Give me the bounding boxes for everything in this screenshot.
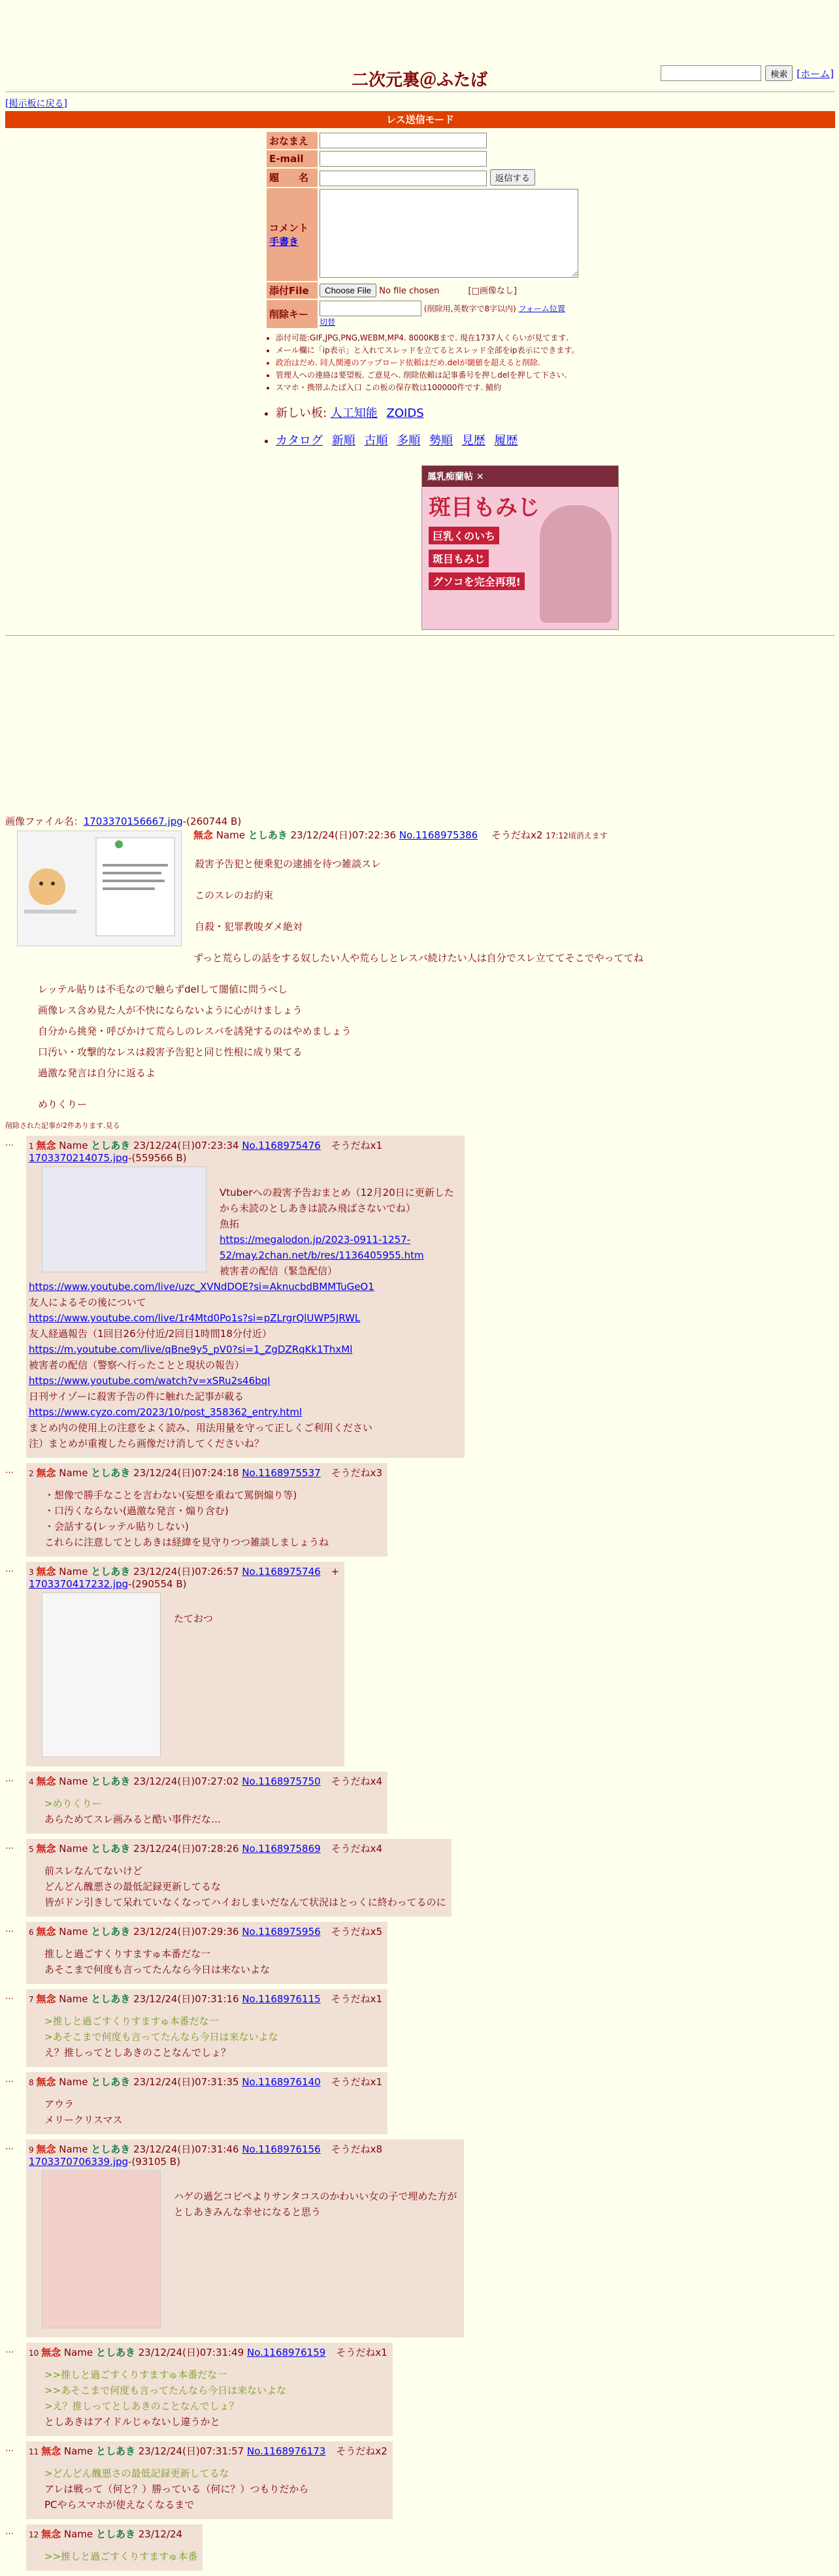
reply-line: >え？推しってとしあきのことなんでしょ？ xyxy=(44,2400,239,2412)
reply-line: 被害者の配信（警察へ行ったことと現状の報告） xyxy=(29,1359,245,1371)
reply-index: 10 xyxy=(29,2349,42,2358)
reply-line: としあきはアイドルじゃないし違うかと xyxy=(44,2416,220,2428)
reply-datetime: 23/12/24(日)07:29:36 xyxy=(133,1926,239,1938)
name-label: Name xyxy=(59,2143,88,2155)
op-body-line xyxy=(195,937,835,948)
reply-subject: 無念 xyxy=(36,1467,56,1479)
name-label: Name xyxy=(59,1467,88,1479)
reply-post-number[interactable]: No.1168975956 xyxy=(242,1926,321,1938)
reply-body xyxy=(44,1863,446,1910)
reply-indent: … xyxy=(5,1841,14,1851)
rule-item: • スマホ・携帯ふたば入口 この板の保存数は100000件です. 鯖約 xyxy=(276,382,602,393)
reply-indent: … xyxy=(5,1564,14,1574)
reply-post-number[interactable]: No.1168975537 xyxy=(242,1467,321,1479)
divider xyxy=(5,635,835,636)
op-soudane[interactable]: そうだねx2 xyxy=(491,829,543,841)
op-expire: 17:12頃消えます xyxy=(546,831,608,840)
reply-subject: 無念 xyxy=(41,2445,61,2457)
reply-line: あそこまで何度も言ってたんなら今日は来ないよな xyxy=(44,1964,271,1975)
reply-subject: 無念 xyxy=(41,2347,61,2358)
reply-datetime: 23/12/24(日)07:24:18 xyxy=(133,1467,239,1479)
op-body-line: 自分から挑発・呼びかけて荒らしのレスバを誘発するのはやめましょう xyxy=(38,1025,352,1037)
ad-line: グソコを完全再現! xyxy=(429,572,525,590)
reply-datetime: 23/12/24(日)07:26:57 xyxy=(133,1566,239,1577)
advertisement-banner[interactable] xyxy=(421,465,619,630)
reply-poster-name: としあき xyxy=(95,2528,135,2540)
reply-poster-name: としあき xyxy=(91,1843,131,1855)
reply-index: 12 xyxy=(29,2530,42,2539)
comment-label-cell xyxy=(267,188,318,281)
reply-line: メリークリスマス xyxy=(44,2114,123,2126)
reply-soudane[interactable]: そうだねx5 xyxy=(331,1926,383,1938)
reply-body xyxy=(44,2466,387,2513)
search-button[interactable]: 検索 xyxy=(765,65,793,81)
reply-soudane[interactable]: そうだねx4 xyxy=(331,1843,383,1855)
sort-new-link[interactable]: 新順 xyxy=(331,434,355,448)
reply-line: 推しと過ごすくりすますゅ本番だな一 xyxy=(44,1948,211,1960)
reply-line: >>推しと過ごすくりすますゅ本番 xyxy=(44,2551,198,2562)
home-link[interactable]: [ホーム] xyxy=(797,67,834,80)
op-file-link[interactable]: 1703370156667.jpg xyxy=(83,816,183,827)
reply-index: 2 xyxy=(29,1469,37,1478)
rule-item: • メール欄に「ip表示」と入れてスレッドを立てるとスレッド全部をip表示にできます。 xyxy=(276,344,602,355)
reply-indent: … xyxy=(5,2345,14,2355)
name-label: Name xyxy=(59,1926,88,1938)
back-to-board-link[interactable]: [掲示板に戻る] xyxy=(5,99,67,109)
reply-soudane[interactable]: そうだねx8 xyxy=(331,2143,383,2155)
reply-line: アウラ xyxy=(44,2098,74,2110)
reply-link[interactable]: https://www.cyzo.com/2023/10/post_358362_entry.html xyxy=(29,1406,303,1418)
reply-datetime: 23/12/24(日)07:28:26 xyxy=(133,1843,239,1855)
reply xyxy=(5,2139,835,2337)
reply-header xyxy=(29,1138,459,1152)
reply-thumbnail[interactable] xyxy=(42,2170,161,2328)
delkey-field[interactable] xyxy=(320,301,421,316)
reply-poster-name: としあき xyxy=(91,2143,131,2155)
sort-old-link[interactable]: 古順 xyxy=(364,434,388,448)
reply-indent: … xyxy=(5,1924,14,1934)
reply-line: ハゲの過乞コピペよりサンタコスのかわいい女の子で埋めた方がとしあきみんな幸せになると思う xyxy=(174,2190,457,2218)
reply-post-number[interactable]: No.1168976140 xyxy=(242,2076,321,2088)
reply-indent: … xyxy=(5,1138,14,1148)
board-links xyxy=(263,404,523,459)
reply-file-size: -(290554 B) xyxy=(128,1578,187,1590)
op-datetime: 23/12/24(日)07:22:36 xyxy=(290,829,397,841)
reply-line: ・想像で勝手なことを言わない(妄想を重ねて罵倒煽り等) xyxy=(44,1489,297,1501)
reply-file-link[interactable]: 1703370417232.jpg xyxy=(29,1578,129,1590)
reply-soudane[interactable]: + xyxy=(331,1566,340,1577)
reply-box xyxy=(26,1989,387,2067)
reply-line: 被害者の配信（緊急配信） xyxy=(220,1265,338,1277)
op-body-line xyxy=(195,874,835,885)
new-board-label: 新しい板: xyxy=(276,406,327,420)
reply-poster-name: としあき xyxy=(91,1926,131,1938)
reply-index: 9 xyxy=(29,2145,37,2155)
op-body-line: このスレのお約束 xyxy=(195,889,274,901)
board-link-ai[interactable]: 人工知能 xyxy=(330,406,378,420)
reply-line: ・会話する(レッテル貼りしない) xyxy=(44,1521,189,1532)
name-label: おなまえ xyxy=(267,132,318,149)
subject-field[interactable] xyxy=(320,171,487,186)
catalog-link[interactable]: カタログ xyxy=(276,434,323,448)
board-link-zoids[interactable]: ZOIDS xyxy=(386,406,424,420)
replies-list xyxy=(5,1136,835,2571)
sort-momentum-link[interactable]: 勢順 xyxy=(429,434,453,448)
reply-line: >あそこまで何度も言ってたんなら今日は来ないよな xyxy=(44,2031,278,2043)
reply-subject: 無念 xyxy=(36,2143,56,2155)
choose-file-button[interactable]: Choose File xyxy=(320,284,376,297)
op-body-line xyxy=(38,1083,835,1094)
thread xyxy=(5,814,835,2576)
reply-datetime: 23/12/24 xyxy=(138,2528,183,2540)
reply-link[interactable]: https://m.youtube.com/live/qBne9y5_pV0?si=1_ZgDZRqKk1ThxMl xyxy=(29,1344,353,1355)
reply-line: 前スレなんてないけど xyxy=(44,1865,143,1877)
reply-file-link[interactable]: 1703370706339.jpg xyxy=(29,2156,129,2168)
reply-indent: … xyxy=(5,1466,14,1476)
reply-header xyxy=(29,2075,382,2089)
reply-header xyxy=(29,1924,382,1938)
reply-post-number[interactable]: No.1168975476 xyxy=(242,1140,321,1151)
reply-body xyxy=(44,2549,197,2564)
reply-index: 4 xyxy=(29,1777,37,1787)
reply-poster-name: としあき xyxy=(91,1993,131,2005)
op-poster-name: としあき xyxy=(248,829,288,841)
reply xyxy=(5,1922,835,1984)
reply-line: PCやらスマホが使えなくなるまで xyxy=(44,2499,195,2511)
history-link[interactable]: 履歴 xyxy=(494,434,518,448)
reply-post-number[interactable]: No.1168976115 xyxy=(242,1993,321,2005)
reply-indent: … xyxy=(5,1992,14,2002)
reply-subject: 無念 xyxy=(36,1775,56,1787)
reply-box xyxy=(26,1922,387,1984)
reply-line: え？推しってとしあきのことなんでしょ？ xyxy=(44,2047,231,2058)
email-label: E-mail xyxy=(267,150,318,167)
reply-line: >>あそこまで何度も言ってたんなら今日は来ないよな xyxy=(44,2385,287,2396)
reply-line: まとめ内の使用上の注意をよく読み、用法用量を守って正しくご利用ください xyxy=(29,1422,372,1434)
reply-link[interactable]: https://megalodon.jp/2023-0911-1257-52/may.2chan.net/b/res/1136405955.htm xyxy=(220,1234,424,1261)
reply xyxy=(5,2343,835,2436)
reply-link[interactable]: https://www.youtube.com/live/1r4Mtd0Po1s?si=pZLrgrQlUWP5JRWL xyxy=(29,1312,361,1324)
comment-label: コメント xyxy=(269,222,309,234)
ad-line: 巨乳くのいち xyxy=(429,527,499,544)
viewed-history-link[interactable]: 見歴 xyxy=(461,434,485,448)
reply-post-number[interactable]: No.1168976156 xyxy=(242,2143,321,2155)
reply-subject: 無念 xyxy=(41,2528,61,2540)
reply-line: >推しと過ごすくりすますゅ本番だな一 xyxy=(44,2015,219,2027)
reply-link[interactable]: https://www.youtube.com/live/uzc_XVNdDOE?si=AknucbdBMMTuGeO1 xyxy=(29,1281,374,1293)
reply-soudane[interactable]: そうだねx1 xyxy=(331,1993,383,2005)
reply-datetime: 23/12/24(日)07:31:49 xyxy=(138,2347,244,2358)
delkey-label: 削除キー xyxy=(267,300,318,328)
reply-soudane[interactable]: そうだねx3 xyxy=(331,1467,383,1479)
reply-line: 日刊サイゾーに殺害予告の件に触れた記事が載る xyxy=(29,1391,244,1402)
reply-subject: 無念 xyxy=(36,2076,56,2088)
reply-indent: … xyxy=(5,2142,14,2152)
reply-line: ・口汚くならない(過激な発言・煽り含む) xyxy=(44,1505,229,1517)
reply-body xyxy=(44,2096,382,2128)
op-body-line: レッテル貼りは不毛なので触らずdelして闇値に問うべし xyxy=(38,983,288,995)
reply-post-number[interactable]: No.1168975750 xyxy=(242,1775,321,1787)
op-body-line: 画像レス含め見た人が不快にならないように心がけましょう xyxy=(38,1004,303,1016)
divider xyxy=(5,91,835,92)
reply-header xyxy=(29,1466,382,1479)
reply-soudane[interactable]: そうだねx4 xyxy=(331,1775,383,1787)
op-thumbnail-image xyxy=(18,831,181,946)
reply-indent: … xyxy=(5,1774,14,1784)
reply xyxy=(5,1839,835,1917)
reply-box xyxy=(26,1463,387,1557)
reply-post-number[interactable]: No.1168975869 xyxy=(242,1843,321,1855)
reply-body xyxy=(44,2013,382,2060)
reply-header xyxy=(29,2142,459,2156)
reply-thumbnail[interactable] xyxy=(42,1593,161,1757)
reply-post-number[interactable]: No.1168976159 xyxy=(246,2347,326,2358)
reply-line: Vtuberへの殺害予告おまとめ（12月20日に更新したから未読のとしあきは読み飛ばさないでね） xyxy=(220,1187,454,1214)
op-subject: 無念 xyxy=(193,829,214,841)
reply xyxy=(5,2524,835,2571)
file-status: No file chosen xyxy=(379,286,440,296)
reply-index: 5 xyxy=(29,1845,37,1854)
name-label: Name xyxy=(63,2347,93,2358)
reply-index: 3 xyxy=(29,1568,37,1577)
reply-indent: … xyxy=(5,2075,14,2085)
rule-item: • 政治はだめ. 同人関連のアップロード依頼はだめ.delが閾値を超えると削除. xyxy=(276,357,602,368)
reply-poster-name: としあき xyxy=(95,2347,135,2358)
reply-box xyxy=(26,2524,203,2571)
reply-file-info xyxy=(29,1578,339,1590)
name-label: Name xyxy=(216,829,246,841)
reply-line: 友人経過報告（1回目26分付近/2回目1時間18分付近） xyxy=(29,1328,272,1340)
reply-index: 6 xyxy=(29,1928,37,1937)
reply-soudane[interactable]: そうだねx1 xyxy=(331,2076,383,2088)
reply xyxy=(5,1562,835,1766)
email-field[interactable] xyxy=(320,151,487,167)
op-body-line: 口汚い・攻撃的なレスは殺害予告犯と同じ性根に成り果てる xyxy=(38,1046,303,1058)
reply-subject: 無念 xyxy=(36,1926,56,1938)
rule-item: • 添付可能:GIF,JPG,PNG,WEBM,MP4. 8000KBまで. 現在1737人くらいが見てます. xyxy=(276,332,602,343)
reply-datetime: 23/12/24(日)07:31:35 xyxy=(133,2076,239,2088)
reply-box xyxy=(26,1136,465,1458)
name-label: Name xyxy=(59,1566,88,1577)
op-thumbnail[interactable] xyxy=(17,831,182,946)
reply-line: 友人によるその後について xyxy=(29,1296,146,1308)
reply-subject: 無念 xyxy=(36,1140,56,1151)
reply-poster-name: としあき xyxy=(91,1775,131,1787)
name-label: Name xyxy=(59,2076,88,2088)
reply-index: 7 xyxy=(29,1995,37,2004)
reply-subject: 無念 xyxy=(36,1993,56,2005)
ad-top-text: 鳳乳痴蘭帖 ✕ xyxy=(422,466,618,487)
comment-textarea[interactable] xyxy=(320,189,578,278)
name-label: Name xyxy=(63,2528,93,2540)
op-body-line: ずっと荒らしの話をする奴したい人や荒らしとレスバ続けたい人は自分でスレ立ててそこでやっててね xyxy=(193,952,644,964)
op-body xyxy=(38,853,835,1115)
reply-subject: 無念 xyxy=(36,1843,56,1855)
delkey-note: (削除用,英数字で8字以内) xyxy=(423,304,516,313)
reply-link[interactable]: https://www.youtube.com/watch?v=xSRu2s46bqI xyxy=(29,1375,271,1387)
reply-line: たておつ xyxy=(174,1613,213,1625)
name-label: Name xyxy=(59,1843,88,1855)
reply-datetime: 23/12/24(日)07:31:16 xyxy=(133,1993,239,2005)
reply-body xyxy=(44,2367,387,2430)
op-body-line: めりくりー xyxy=(38,1098,88,1110)
subject-label: 題 名 xyxy=(267,169,318,187)
reply-datetime: 23/12/24(日)07:31:46 xyxy=(133,2143,239,2155)
reply-datetime: 23/12/24(日)07:31:57 xyxy=(138,2445,244,2457)
reply-file-info xyxy=(29,1152,459,1164)
rules-list xyxy=(263,332,602,394)
reply-file-size: -(93105 B) xyxy=(128,2156,180,2168)
reply-line: 皆がドン引きして呆れていなくなってハイおしまいだなんて状況はとっくに終わってるのに xyxy=(44,1896,446,1908)
reply-header xyxy=(29,1992,382,2006)
reply-post-number[interactable]: No.1168976173 xyxy=(246,2445,326,2457)
reply-index: 1 xyxy=(29,1142,37,1151)
handwrite-link[interactable]: 手書き xyxy=(269,235,299,248)
op-file-size: (260744 B) xyxy=(186,816,242,827)
reply-box xyxy=(26,2441,393,2519)
ad-line: 斑目もみじ xyxy=(429,550,489,567)
file-label: 画像ファイル名： xyxy=(5,816,84,827)
file-label: 添付File xyxy=(267,282,318,299)
reply-header xyxy=(29,2345,387,2359)
form-position-link[interactable]: フォーム位置 xyxy=(518,304,565,313)
reply-body xyxy=(44,1946,382,1977)
reply-soudane[interactable]: そうだねx1 xyxy=(336,2347,387,2358)
reply-poster-name: としあき xyxy=(91,2076,131,2088)
reply xyxy=(5,2441,835,2519)
reply-indent: … xyxy=(5,2444,14,2454)
reply-line: アレは戦って（何と？）勝っている（何に？）つもりだから xyxy=(44,2483,309,2495)
switch-link[interactable]: 切替 xyxy=(320,317,336,327)
reply-box xyxy=(26,2072,387,2134)
sort-many-link[interactable]: 多順 xyxy=(397,434,421,448)
reply-body xyxy=(44,1796,382,1827)
post-form xyxy=(265,131,580,329)
op-body-line: 過激な発言は自分に返るよ xyxy=(38,1067,156,1079)
reply-post-number[interactable]: No.1168975746 xyxy=(242,1566,321,1577)
reply-index: 11 xyxy=(29,2447,42,2456)
reply xyxy=(5,1989,835,2067)
catalog-links xyxy=(276,431,523,448)
reply-indent: … xyxy=(5,2527,14,2537)
reply-box xyxy=(26,1839,452,1917)
reply-file-link[interactable]: 1703370214075.jpg xyxy=(29,1152,129,1164)
reply-header xyxy=(29,2527,197,2541)
reply-line: >どんどん醜悪さの最低記録更新してるな xyxy=(44,2468,229,2479)
hidden-posts-note[interactable]: 削除された記事が2件あります.見る xyxy=(5,1121,120,1130)
op-file-info: 画像ファイル名：1703370156667.jpg-(260744 B) xyxy=(5,816,242,827)
submit-button[interactable]: 返信する xyxy=(490,169,535,186)
reply-mode-bar: レス送信モード xyxy=(5,111,835,128)
reply-header xyxy=(29,1774,382,1788)
name-label: Name xyxy=(59,1775,88,1787)
reply-poster-name: としあき xyxy=(91,1566,131,1577)
op-body-line xyxy=(38,968,835,979)
reply xyxy=(5,1463,835,1557)
reply-soudane[interactable]: そうだねx2 xyxy=(336,2445,387,2457)
reply-index: 8 xyxy=(29,2078,37,2087)
reply-subject: 無念 xyxy=(36,1566,56,1577)
reply-line: どんどん醜悪さの最低記録更新してるな xyxy=(44,1881,222,1892)
reply-header xyxy=(29,1564,339,1578)
reply-line: >めりくりー xyxy=(44,1798,102,1809)
no-image-checkbox[interactable]: [□画像なし] xyxy=(468,286,517,296)
name-label: Name xyxy=(59,1993,88,2005)
op-body-line: 自殺・犯罪教唆ダメ絶対 xyxy=(195,921,303,933)
reply-box xyxy=(26,1562,344,1766)
ad-character-image xyxy=(540,505,612,623)
new-boards xyxy=(276,404,523,421)
rule-item: • 管理人への連絡は要望板. ご意見へ. 削除依頼は記事番号を押しdelを押して下さい. xyxy=(276,369,602,380)
reply-line: あらためてスレ画みると酷い事件だな… xyxy=(44,1813,222,1825)
page-title: 二次元裏＠ふたば xyxy=(351,71,487,90)
reply xyxy=(5,1136,835,1458)
reply-body xyxy=(44,1487,382,1550)
op-post-number[interactable]: No.1168975386 xyxy=(399,829,478,841)
reply-datetime: 23/12/24(日)07:23:34 xyxy=(133,1140,239,1151)
reply-line: これらに注意してとしあきは経緯を見守りつつ雑談しましょうね xyxy=(44,1536,329,1548)
reply-datetime: 23/12/24(日)07:27:02 xyxy=(133,1775,239,1787)
reply-poster-name: としあき xyxy=(95,2445,135,2457)
name-field[interactable] xyxy=(320,133,487,148)
reply-box xyxy=(26,2343,393,2436)
reply-file-info xyxy=(29,2156,459,2168)
reply-line: >>推しと過ごすくりすますゅ本番だな一 xyxy=(44,2369,227,2381)
op-body-line: 殺害予告犯と便乗犯の逮捕を待つ雑談スレ xyxy=(195,858,382,870)
reply-poster-name: としあき xyxy=(91,1467,131,1479)
reply-line: 注）まとめが重複したら画像だけ消してくださいね？ xyxy=(29,1438,265,1449)
name-label: Name xyxy=(59,1140,88,1151)
reply xyxy=(5,1772,835,1834)
reply xyxy=(5,2072,835,2134)
reply-box xyxy=(26,2139,464,2337)
reply-soudane[interactable]: そうだねx1 xyxy=(331,1140,383,1151)
reply-box xyxy=(26,1772,387,1834)
reply-thumbnail[interactable] xyxy=(42,1166,206,1272)
reply-file-size: -(559566 B) xyxy=(128,1152,187,1164)
ad-logo: 斑目もみじ xyxy=(429,495,540,521)
reply-header xyxy=(29,2444,387,2458)
op-body-line xyxy=(195,906,835,916)
reply-header xyxy=(29,1841,446,1855)
reply-poster-name: としあき xyxy=(91,1140,131,1151)
reply-line: 魚拓 xyxy=(220,1218,240,1230)
name-label: Name xyxy=(63,2445,93,2457)
